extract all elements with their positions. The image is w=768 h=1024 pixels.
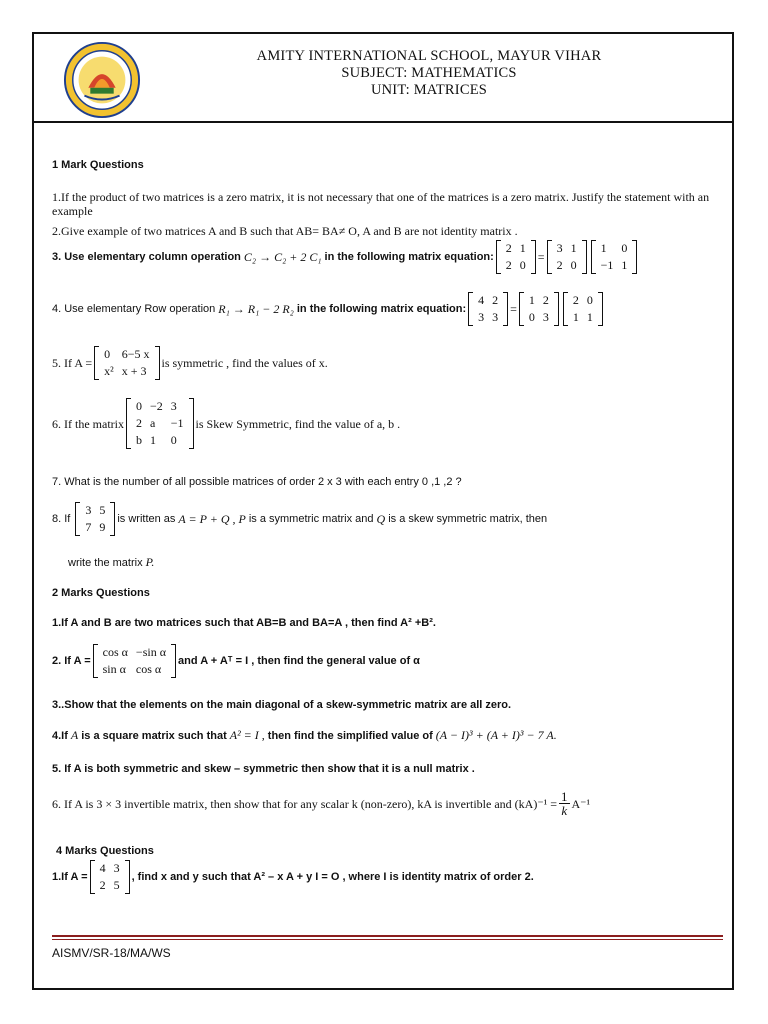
matrix-row <box>525 292 553 309</box>
matrix-cell: 0 <box>621 241 628 255</box>
matrix-cell: sin α <box>102 662 126 676</box>
matrix-cell: 3 <box>556 241 563 255</box>
matrix-q8 <box>75 502 115 536</box>
s2-q4-pre: 4.If <box>52 730 68 742</box>
school-name: AMITY INTERNATIONAL SCHOOL, MAYUR VIHAR <box>256 48 602 64</box>
s2-q6 <box>52 790 590 817</box>
matrix-table <box>502 240 530 274</box>
s2-q2-post: and A + Aᵀ = I , then find the general value of α <box>177 655 420 667</box>
matrix-cell: 2 <box>505 258 512 272</box>
matrix-q3-r2 <box>591 240 638 274</box>
fraction-denominator: k <box>561 803 568 818</box>
s3-q1-pre: 1.If A = <box>52 871 88 883</box>
matrix-cell: 7 <box>85 520 92 534</box>
matrix-cell: 2 <box>556 258 563 272</box>
s2-q4 <box>52 728 557 743</box>
matrix-row <box>474 309 502 326</box>
matrix-row <box>597 240 632 257</box>
matrix-row <box>525 309 553 326</box>
matrix-table <box>553 240 581 274</box>
unit-line: UNIT: MATRICES <box>370 82 488 98</box>
matrix-cell: 0 <box>528 310 535 324</box>
s1-q8-pre: 8. If <box>52 513 71 525</box>
matrix-q3-r1 <box>547 240 587 274</box>
matrix-cell: cos α <box>102 645 128 659</box>
matrix-row <box>597 257 632 274</box>
matrix-cell: 1 <box>621 258 628 272</box>
matrix-row <box>81 519 109 536</box>
matrix-table <box>96 860 124 894</box>
s1-q6-pre: 6. If the matrix <box>52 416 124 431</box>
s1-q3-pre: 3. Use elementary column operation <box>52 251 241 263</box>
s1-q3: 3. Use elementary column operation C₂ → C₂ + 2 C₁ in the following matrix equation: 2 1 2 0 = 3 1 2 0 1 0 −1 1 <box>52 240 639 274</box>
s2-q3: 3..Show that the elements on the main diagonal of a skew-symmetric matrix are all zero. <box>52 699 512 711</box>
s1-q8-line2 <box>68 555 154 570</box>
matrix-cell: 3 <box>170 399 177 413</box>
matrix-s2q2 <box>93 644 176 678</box>
matrix-row <box>132 415 188 432</box>
section-1-title: 1 Mark Questions <box>52 159 144 171</box>
matrix-row <box>96 877 124 894</box>
matrix-row <box>569 309 597 326</box>
matrix-row <box>553 257 581 274</box>
s1-q8-q: Q <box>376 512 386 526</box>
s1-q4-pre: 4. Use elementary Row operation <box>52 303 216 315</box>
matrix-cell: −1 <box>600 258 614 272</box>
matrix-cell: 1 <box>570 241 577 255</box>
matrix-cell: 4 <box>478 293 485 307</box>
matrix-cell: 1 <box>586 310 593 324</box>
matrix-cell: x² <box>104 364 114 378</box>
matrix-cell: 0 <box>135 399 142 413</box>
fraction-1-over-k <box>559 790 570 817</box>
matrix-cell: 2 <box>99 878 106 892</box>
matrix-cell: 1 <box>519 241 526 255</box>
section-3-title: 4 Marks Questions <box>56 845 154 857</box>
matrix-q4-r1 <box>519 292 559 326</box>
s1-q3-post: in the following matrix equation: <box>324 251 494 263</box>
s2-q6-pre: 6. If A is 3 × 3 invertible matrix, then show that for any scalar k (non-zero), kA is invertible and (kA)⁻¹ = <box>52 796 558 811</box>
s1-q8-line2-text: write the matrix <box>68 557 143 569</box>
matrix-cell: 3 <box>478 310 485 324</box>
matrix-table <box>81 502 109 536</box>
matrix-cell: 3 <box>542 310 549 324</box>
s1-q8-mid: is written as <box>117 513 176 525</box>
matrix-row <box>99 644 170 661</box>
s2-q1: 1.If A and B are two matrices such that AB=B and BA=A , then find A² +B². <box>52 617 436 629</box>
s1-q4-post: in the following matrix equation: <box>296 303 467 315</box>
matrix-cell: 0 <box>104 347 111 361</box>
matrix-cell: 1 <box>149 433 156 447</box>
matrix-row <box>96 860 124 877</box>
subject-line: SUBJECT: MATHEMATICS <box>341 65 517 81</box>
matrix-row <box>553 240 581 257</box>
matrix-cell: 5 <box>113 878 120 892</box>
matrix-q6 <box>126 398 194 449</box>
matrix-s3q1 <box>90 860 130 894</box>
matrix-cell: −2 <box>149 399 163 413</box>
matrix-row <box>81 502 109 519</box>
matrix-q4-left <box>468 292 508 326</box>
matrix-cell: 4 <box>99 861 106 875</box>
s1-q8-expr: A = P + Q , P <box>178 512 246 526</box>
matrix-cell: a <box>149 416 156 430</box>
matrix-cell: 0 <box>586 293 593 307</box>
matrix-row <box>569 292 597 309</box>
matrix-table <box>525 292 553 326</box>
matrix-cell: 2 <box>505 241 512 255</box>
matrix-table <box>132 398 188 449</box>
matrix-row <box>132 398 188 415</box>
matrix-table <box>100 346 153 380</box>
s1-q8-p: P. <box>145 555 155 569</box>
s1-q5 <box>52 346 328 380</box>
matrix-cell: −1 <box>170 416 184 430</box>
s2-q6-post: A⁻¹ <box>571 796 591 811</box>
footer-code: AISMV/SR-18/MA/WS <box>52 946 171 960</box>
s1-q4: 4. Use elementary Row operation R₁ → R₁ − 2 R₂ in the following matrix equation: 4 2 3 3 = 1 2 0 3 2 0 1 1 <box>52 292 605 326</box>
s1-q5-post: is symmetric , find the values of x. <box>161 356 328 370</box>
matrix-cell: 9 <box>99 520 106 534</box>
s2-q4-post: then find the simplified value of <box>267 730 433 742</box>
matrix-cell: 2 <box>572 293 579 307</box>
footer-rule-thin <box>52 939 723 940</box>
matrix-row <box>502 240 530 257</box>
matrix-q3-left <box>496 240 536 274</box>
matrix-cell: −sin α <box>135 645 166 659</box>
s1-q1: 1.If the product of two matrices is a zero matrix, it is not necessary that one of the matrices is a zero matrix. Justify the statement with an example <box>52 190 710 218</box>
s1-q5-pre: 5. If A = <box>52 356 93 370</box>
matrix-table <box>99 644 170 678</box>
s1-q7: 7. What is the number of all possible matrices of order 2 x 3 with each entry 0 ,1 ,2 ? <box>52 476 462 488</box>
matrix-row <box>100 346 153 363</box>
s2-q5: 5. If A is both symmetric and skew – symmetric then show that it is a null matrix . <box>52 763 475 775</box>
footer-rule-thick <box>52 935 723 937</box>
matrix-cell: 3 <box>113 861 120 875</box>
matrix-row <box>474 292 502 309</box>
s2-q2 <box>52 644 420 678</box>
header-text <box>184 48 674 99</box>
school-logo <box>63 41 141 119</box>
matrix-cell: 0 <box>570 258 577 272</box>
s1-q3-op: C₂ → C₂ + 2 C₁ <box>243 250 322 264</box>
matrix-row <box>100 363 153 380</box>
matrix-row <box>132 432 188 449</box>
s2-q4-a: A <box>70 728 79 742</box>
s1-q2: 2.Give example of two matrices A and B such that AB= BA≠ O, A and B are not identity matrix . <box>52 224 518 238</box>
matrix-cell: cos α <box>135 662 162 676</box>
s2-q4-expr: (A − I)³ + (A + I)³ − 7 A. <box>435 728 557 742</box>
s1-q8-end: is a skew symmetric matrix, then <box>388 513 548 525</box>
matrix-cell: 2 <box>542 293 549 307</box>
fraction-numerator: 1 <box>561 789 568 804</box>
s1-q6 <box>52 398 400 449</box>
matrix-cell: 2 <box>135 416 142 430</box>
matrix-cell: 3 <box>85 503 92 517</box>
matrix-row <box>99 661 170 678</box>
section-2-title: 2 Marks Questions <box>52 587 150 599</box>
s1-q6-post: is Skew Symmetric, find the value of a, b . <box>195 416 401 431</box>
matrix-cell: 1 <box>572 310 579 324</box>
matrix-cell: 1 <box>528 293 535 307</box>
header <box>34 34 732 123</box>
matrix-cell: 5 <box>99 503 106 517</box>
matrix-q5 <box>94 346 159 380</box>
s3-q1-post: , find x and y such that A² – x A + y I = O , where I is identity matrix of order 2. <box>131 871 534 883</box>
matrix-cell: b <box>135 433 142 447</box>
matrix-q4-r2 <box>563 292 603 326</box>
matrix-cell: x + 3 <box>121 364 147 378</box>
s1-q8 <box>52 502 547 536</box>
s1-q8-post: is a symmetric matrix and <box>248 513 374 525</box>
s2-q4-eq: A² = I , <box>229 728 265 742</box>
matrix-table <box>569 292 597 326</box>
matrix-cell: 2 <box>492 293 499 307</box>
footer-divider <box>52 935 723 940</box>
matrix-table <box>597 240 632 274</box>
s3-q1 <box>52 860 534 894</box>
s1-q4-op: R₁ → R₁ − 2 R₂ <box>218 302 294 316</box>
page-frame <box>32 32 734 990</box>
s2-q2-pre: 2. If A = <box>52 655 91 667</box>
matrix-cell: 1 <box>600 241 607 255</box>
matrix-cell: 0 <box>519 258 526 272</box>
matrix-cell: 3 <box>492 310 499 324</box>
matrix-row <box>502 257 530 274</box>
matrix-table <box>474 292 502 326</box>
s2-q4-mid: is a square matrix such that <box>81 730 227 742</box>
matrix-cell: 6−5 x <box>121 347 150 361</box>
matrix-cell: 0 <box>170 433 177 447</box>
